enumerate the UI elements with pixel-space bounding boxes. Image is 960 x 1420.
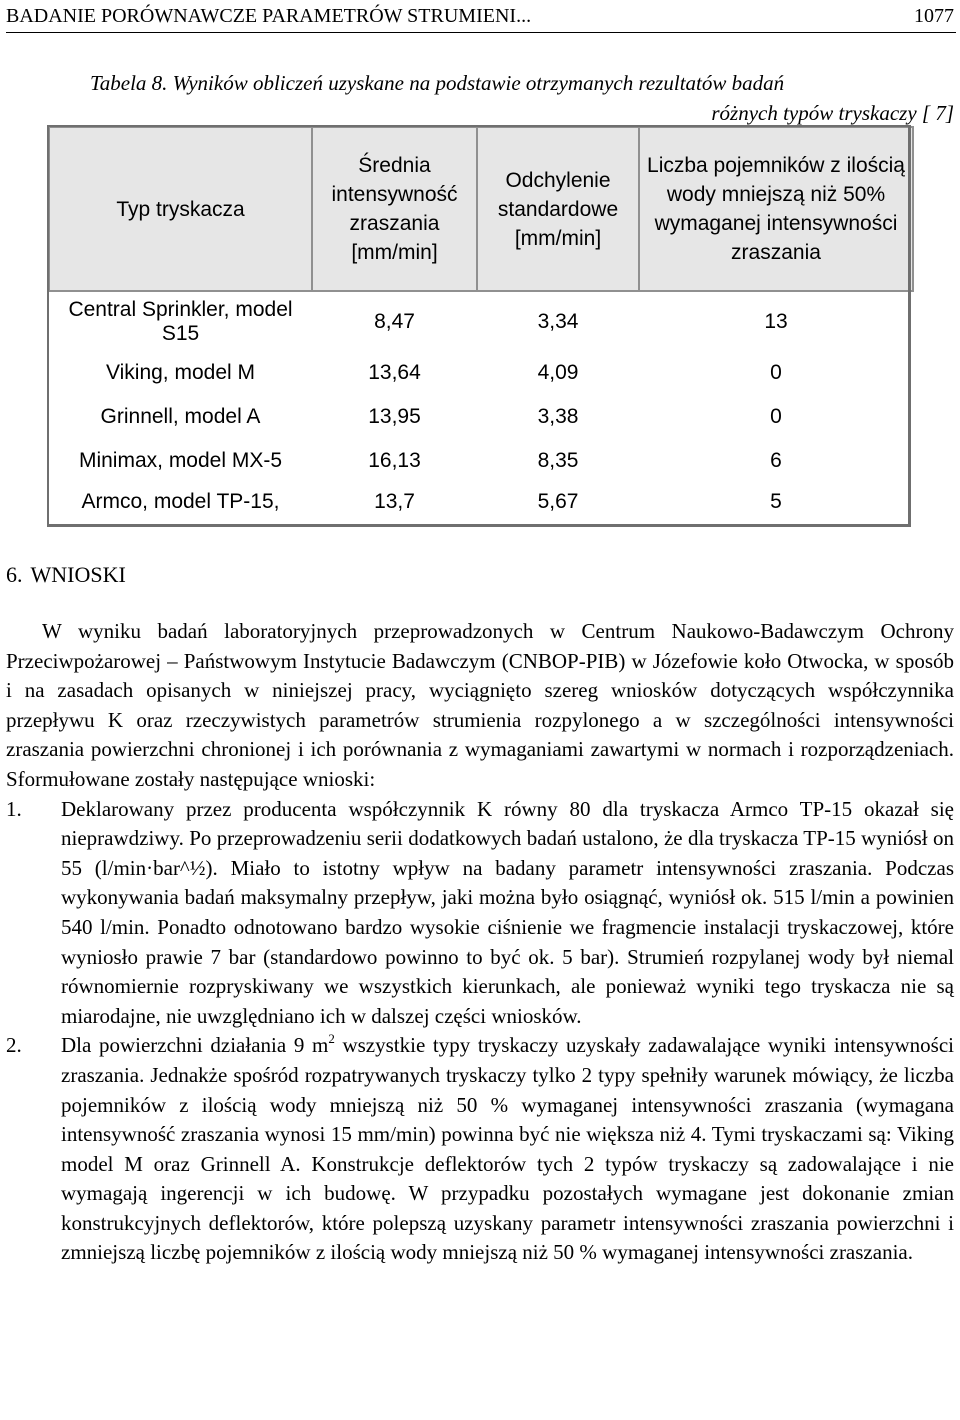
running-header — [6, 2, 956, 33]
cell-type: Minimax, model MX-5 — [78, 449, 283, 472]
cell-type: Armco, model TP-15, — [81, 490, 280, 513]
conclusion-text: Deklarowany przez producenta współczynnik K równy 80 dla tryskacza Armco TP-15 okazał się nieprawdziwy. Po przeprowadzeniu serii dodatkowych badań ustalono, że dla tryskacza TP-15 wyniósł on 55 (l/min·bar^½). Miało to istotny wpływ na badany parametr intensywności zraszania. Podczas wykonywania badań maksymalny przepływ, jaki można było osiągnąć, wyniósł ok. 515 l/min a powinien 540 l/min. Ponadto odnotowano bardzo wysokie ciśnienie we fragmencie instalacji tryskaczowej, które wyniosło prawie 7 bar (standardowo powinno to być ok. 5 bar). Strumień rozpylanej wody był niemal równomiernie rozpryskiwany we wszystkich kierunkach, ale ponieważ wyniki tego tryskacza nie są miarodajne, nie uwzględniano ich w dalszej części wniosków. — [61, 796, 954, 1028]
body-text — [6, 617, 954, 1268]
intro-paragraph: W wyniku badań laboratoryjnych przeprowadzonych w Centrum Naukowo-Badawczym Ochrony Przeciwpożarowej – Państwowym Instytucie Badawczym (CNBOP-PIB) w Józefowie koło Otwocka, w sposób i na zasadach opisanych w niniejszej pracy, wyciągnięto szereg wniosków dotyczących współczynnika przepływu K oraz rzeczywistych parametrów strumienia rozpylonego a w szczególności intensywności zraszania powierzchni chronionej i ich porównania z wymaganiami zawartymi w normach i rozporządzeniach. Sformułowane zostały następujące wnioski: — [6, 619, 954, 791]
cell-std: 8,35 — [537, 449, 579, 472]
header-std-deviation: Odchylenie standardowe [mm/min] — [477, 127, 639, 291]
cell-type: Viking, model M — [105, 361, 255, 384]
conclusion-text-end: wszystkie typy tryskaczy uzyskały zadawalające wyniki intensywności zraszania. Jednakże spośród rozpatrywanych tryskaczy tylko 2 typy spełniły warunek mówiący, że liczba pojemników z ilością wody mniejszą niż 50 % wymaganej intensywności zraszania (wymagana intensywność zraszania wynosi 15 mm/min) powinna być nie większa niż 4. Tymi tryskaczami są: Viking model M oraz Grinnell A. Konstrukcje deflektorów tych 2 typów tryskaczy są zadowalające i nie wymagają ingerencji w ich budowę. W przypadku pozostałych wymagane jest dokonanie zmian konstrukcyjnych deflektorów, które polepszą uzyskany parametr intensywności zraszania powierzchni i zmniejszą liczbę pojemników z ilością wody mniejszą niż 50 % wymaganej intensywności zraszania. — [61, 1033, 954, 1265]
results-table — [48, 126, 914, 527]
cell-count: 5 — [770, 490, 782, 513]
header-sprinkler-type: Typ tryskacza — [49, 127, 312, 291]
table-row — [49, 483, 913, 527]
superscript-exponent: 2 — [328, 1031, 335, 1047]
header-container-count: Liczba pojemników z ilością wody mniejszą niż 50% wymaganej intensywności zraszania — [639, 127, 913, 291]
page-number: 1077 — [914, 5, 954, 27]
section-number: 6. — [6, 562, 23, 587]
table-row — [49, 291, 913, 351]
conclusion-item — [6, 795, 954, 1032]
cell-type: Central Sprinkler, model S15 — [68, 297, 293, 345]
cell-count: 13 — [764, 309, 788, 333]
cell-std: 5,67 — [537, 490, 579, 513]
cell-std: 3,34 — [537, 309, 579, 333]
cell-mean: 13,95 — [368, 405, 421, 428]
conclusion-text-start: Dla powierzchni działania 9 m — [61, 1033, 329, 1058]
table-caption-line-1: Tabela 8. Wyników obliczeń uzyskane na podstawie otrzymanych rezultatów badań — [90, 71, 785, 95]
section-heading — [6, 560, 134, 590]
cell-mean: 8,47 — [374, 309, 415, 333]
cell-std: 3,38 — [537, 405, 579, 428]
cell-mean: 13,7 — [374, 490, 415, 513]
table-row — [49, 439, 913, 483]
table-caption-line-2: różnych typów tryskaczy [ 7] — [711, 101, 954, 125]
cell-std: 4,09 — [537, 361, 579, 384]
cell-count: 0 — [770, 361, 782, 384]
table-row — [49, 395, 913, 439]
table-header-row — [49, 127, 913, 291]
cell-type: Grinnell, model A — [100, 405, 261, 428]
cell-mean: 13,64 — [368, 361, 421, 384]
cell-count: 0 — [770, 405, 782, 428]
conclusion-number: 2. — [6, 1033, 22, 1058]
conclusions-list — [6, 795, 954, 1269]
section-title: WNIOSKI — [30, 562, 126, 587]
header-mean-intensity: Średnia intensywność zraszania [mm/min] — [312, 127, 477, 291]
cell-count: 6 — [770, 449, 782, 472]
conclusion-number: 1. — [6, 796, 22, 821]
table-row — [49, 351, 913, 395]
cell-mean: 16,13 — [368, 449, 421, 472]
running-header-title: BADANIE PORÓWNAWCZE PARAMETRÓW STRUMIENI... — [6, 5, 532, 27]
conclusion-item — [6, 1031, 954, 1268]
